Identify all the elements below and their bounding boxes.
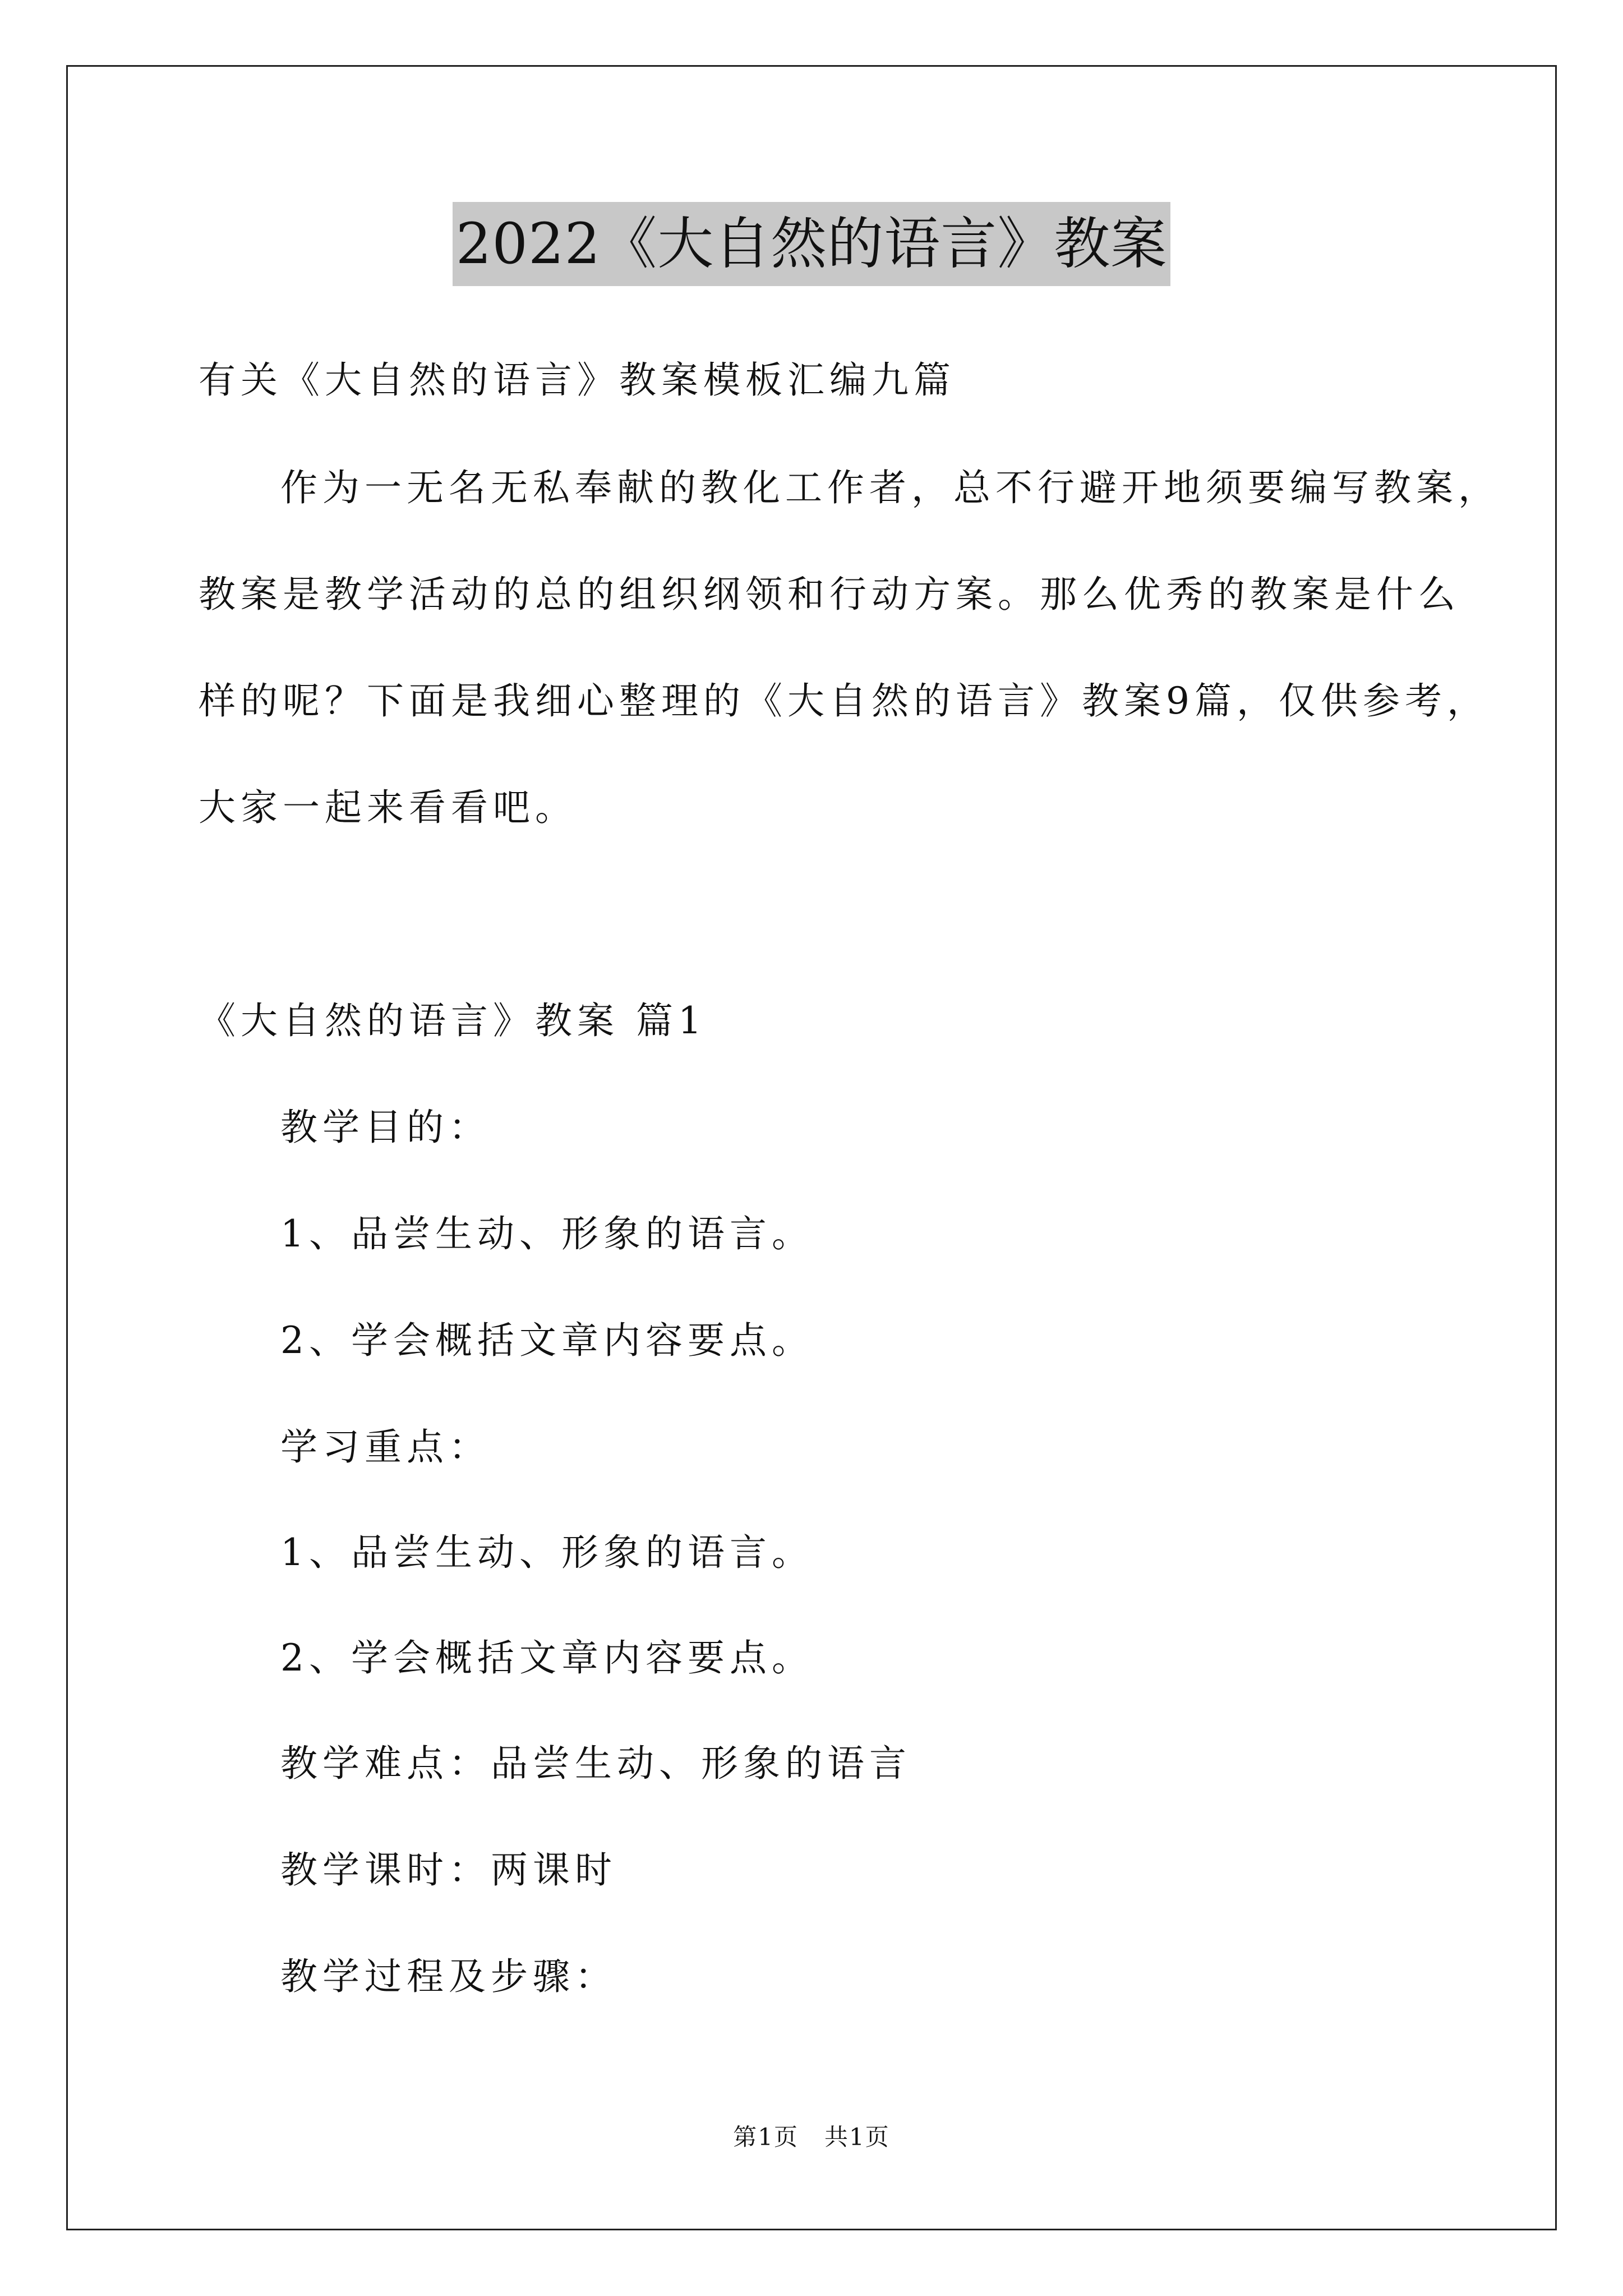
intro-line-2: 教案是教学活动的总的组织纲领和行动方案。那么优秀的教案是什么 — [199, 573, 1460, 616]
body-line-6: 2、学会概括文章内容要点。 — [280, 1636, 814, 1680]
intro-line-1: 作为一无名无私奉献的教化工作者，总不行避开地须要编写教案， — [280, 466, 1500, 509]
document-subtitle: 有关《大自然的语言》教案模板汇编九篇 — [199, 358, 956, 402]
intro-line-3: 样的呢？下面是我细心整理的《大自然的语言》教案9篇，仅供参考， — [199, 679, 1489, 723]
body-line-9: 教学过程及步骤： — [280, 1955, 617, 1998]
body-line-2: 1、品尝生动、形象的语言。 — [280, 1212, 814, 1255]
intro-line-4: 大家一起来看看吧。 — [199, 786, 577, 829]
title-container — [0, 202, 1623, 286]
body-line-5: 1、品尝生动、形象的语言。 — [280, 1531, 814, 1574]
body-line-3: 2、学会概括文章内容要点。 — [280, 1319, 814, 1362]
page-footer: 第1页 共1页 — [733, 2123, 890, 2151]
document-title: 2022《大自然的语言》教案 — [453, 202, 1171, 286]
body-line-8: 教学课时：两课时 — [280, 1848, 617, 1892]
body-line-1: 教学目的： — [280, 1106, 491, 1149]
body-line-7: 教学难点：品尝生动、形象的语言 — [280, 1742, 911, 1785]
section-heading: 《大自然的语言》教案 篇1 — [199, 999, 707, 1042]
body-line-4: 学习重点： — [280, 1425, 491, 1469]
